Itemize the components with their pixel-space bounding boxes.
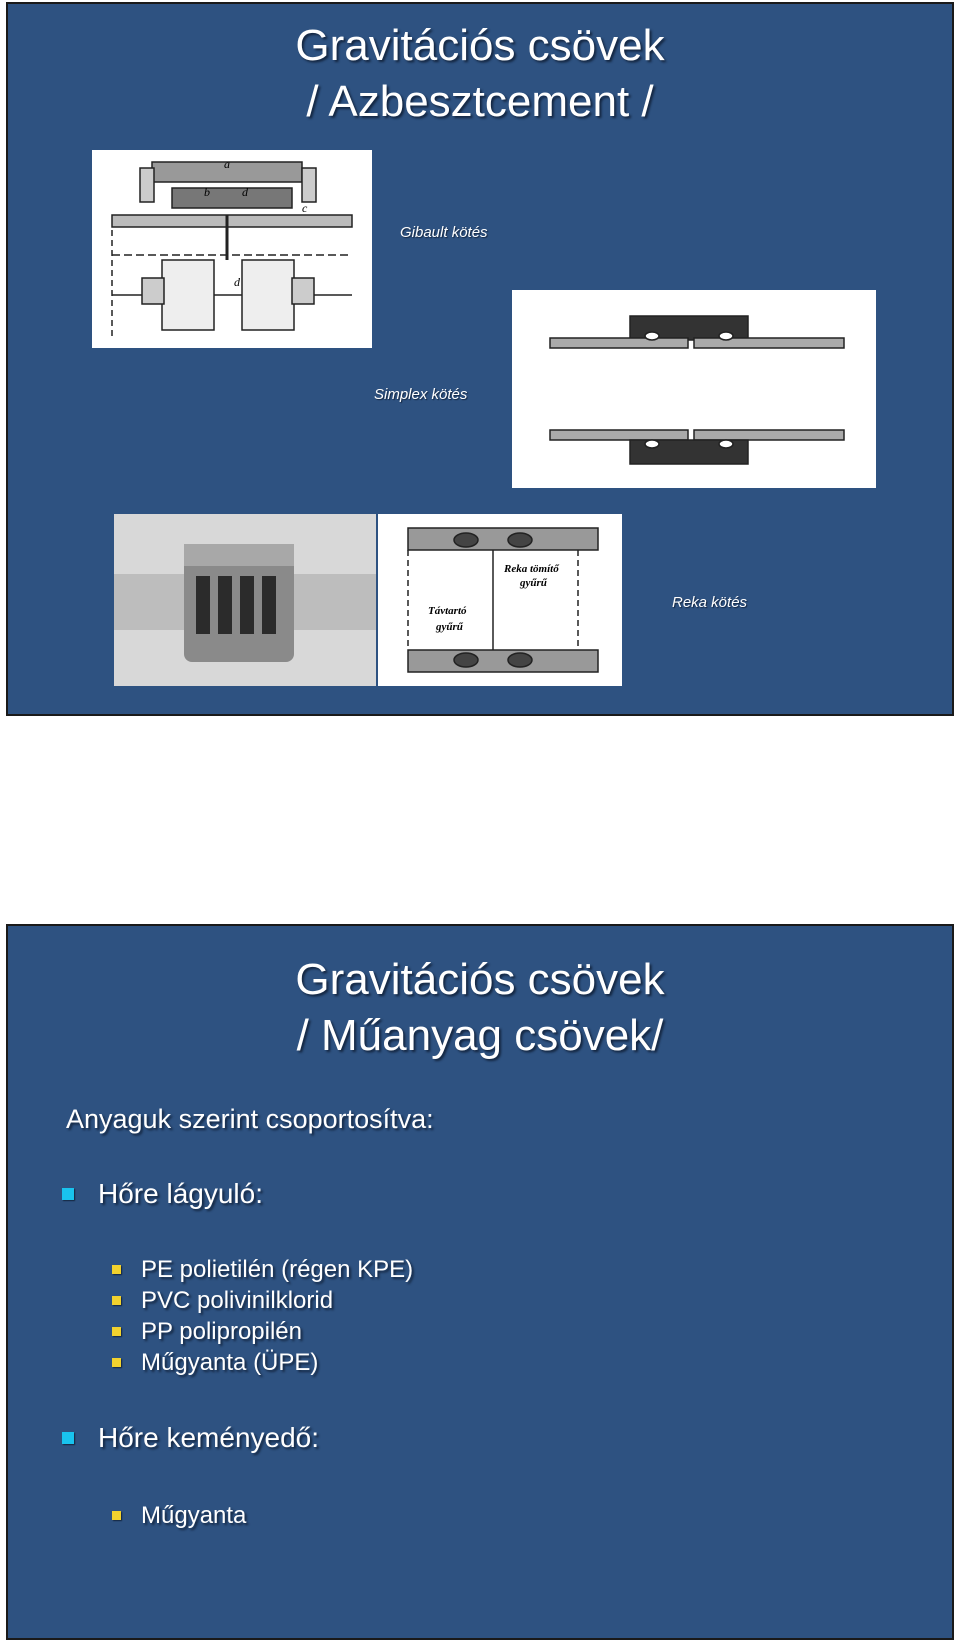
list-item-text: Műgyanta bbox=[141, 1502, 247, 1529]
group-thermoplastic bbox=[62, 1178, 263, 1210]
label-reka-tomito: Reka tömítő bbox=[504, 563, 559, 575]
list-item-text: Műgyanta (ÜPE) bbox=[141, 1349, 319, 1376]
group-thermoset bbox=[62, 1422, 319, 1454]
label-tavtarto-gyuru: gyűrű bbox=[436, 621, 463, 633]
square-bullet-icon bbox=[62, 1188, 74, 1200]
slide-title bbox=[8, 952, 952, 1064]
reka-joint-photo bbox=[114, 514, 376, 686]
list-item-text: PVC polivinilklorid bbox=[141, 1287, 334, 1314]
gibault-joint-drawing bbox=[92, 150, 372, 348]
intro-text: Anyaguk szerint csoportosítva: bbox=[66, 1104, 434, 1134]
list-item-text: PE polietilén (régen KPE) bbox=[141, 1256, 414, 1283]
reka-photo-image bbox=[114, 514, 376, 686]
list-item bbox=[112, 1500, 246, 1531]
square-bullet-icon bbox=[112, 1511, 121, 1520]
square-bullet-icon bbox=[112, 1296, 121, 1305]
simplex-joint-drawing bbox=[512, 290, 876, 488]
list-item bbox=[112, 1316, 413, 1347]
label-c: c bbox=[302, 201, 308, 215]
gibault-joint-figure bbox=[92, 150, 372, 348]
list-item bbox=[112, 1254, 413, 1285]
group-label: Hőre lágyuló: bbox=[98, 1178, 263, 1209]
title-line-2: / Azbesztcement / bbox=[306, 77, 654, 126]
slide-title bbox=[8, 18, 952, 130]
label-d-bottom: d bbox=[234, 275, 240, 289]
label-reka-tomito-gyuru: gyűrű bbox=[520, 577, 547, 589]
title-line-1: Gravitációs csövek bbox=[295, 955, 665, 1004]
label-tavtarto: Távtartó bbox=[428, 605, 467, 617]
simplex-joint-figure bbox=[512, 290, 876, 488]
label-b: b bbox=[204, 185, 210, 199]
square-bullet-icon bbox=[112, 1265, 121, 1274]
caption-reka: Reka kötés bbox=[672, 594, 748, 611]
slide-azbesztcement bbox=[6, 2, 954, 716]
reka-joint-drawing-figure bbox=[378, 514, 622, 686]
caption-simplex: Simplex kötés bbox=[374, 386, 468, 403]
square-bullet-icon bbox=[112, 1358, 121, 1367]
group-label: Hőre keményedő: bbox=[98, 1422, 320, 1453]
square-bullet-icon bbox=[112, 1327, 121, 1336]
caption-gibault: Gibault kötés bbox=[400, 224, 488, 241]
slide-muanyag bbox=[6, 924, 954, 1640]
label-a: a bbox=[224, 157, 230, 171]
list-item bbox=[112, 1347, 413, 1378]
title-line-1: Gravitációs csövek bbox=[295, 21, 665, 70]
title-line-2: / Műanyag csövek/ bbox=[296, 1011, 664, 1060]
reka-joint-drawing bbox=[378, 514, 622, 686]
thermoplastic-list bbox=[112, 1254, 413, 1378]
list-item-text: PP polipropilén bbox=[141, 1318, 303, 1345]
list-item bbox=[112, 1285, 413, 1316]
thermoset-list bbox=[112, 1500, 246, 1531]
square-bullet-icon bbox=[62, 1432, 74, 1444]
label-d-top: d bbox=[242, 185, 248, 199]
